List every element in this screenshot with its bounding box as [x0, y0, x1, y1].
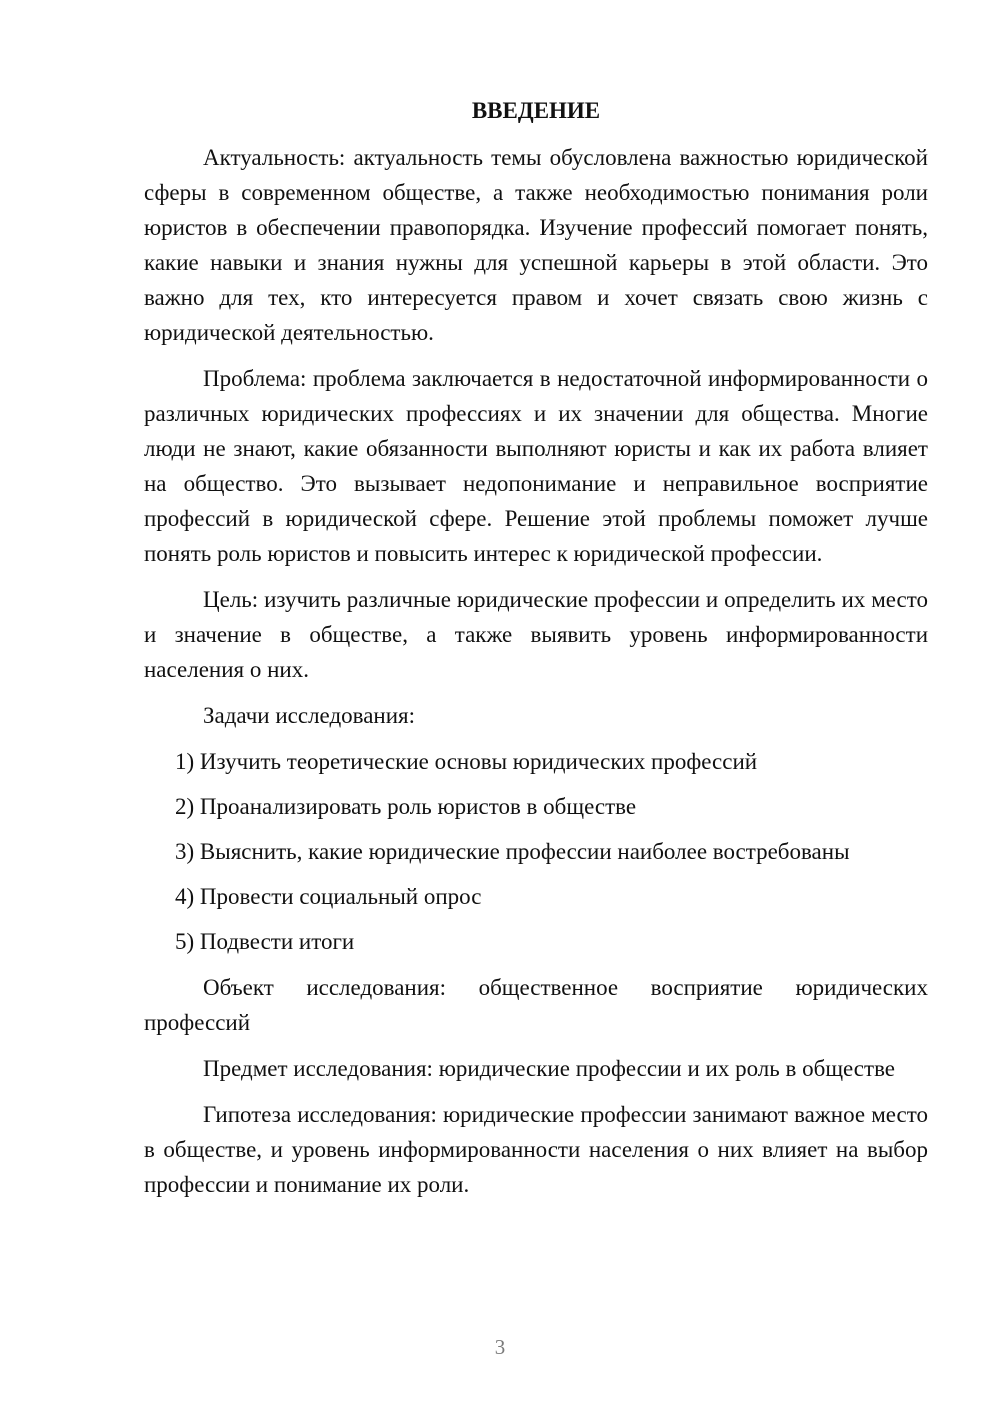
paragraph-subject: Предмет исследования: юридические профессии и их роль в обществе: [203, 1056, 895, 1081]
paragraph-relevance: Актуальность: актуальность темы обусловлена важностью юридической сферы в современном обществе, а также необходимостью понимания роли юристов в обеспечении правопорядка. Изучение профессий помогает понять, какие навыки и знания нужны для успешной карьеры в этой области. Это важно для тех, кто интересуется правом и хочет связать свою жизнь с юридической деятельностью.: [144, 145, 928, 345]
list-item: 3) Выяснить, какие юридические профессии наиболее востребованы: [175, 839, 850, 864]
tasks-list: [144, 744, 928, 959]
list-item: 4) Провести социальный опрос: [175, 884, 482, 909]
document-page: [144, 96, 928, 1213]
paragraph-hypothesis: Гипотеза исследования: юридические профессии занимают важное место в обществе, и уровень информированности населения о них влияет на выбор профессии и понимание их роли.: [144, 1102, 928, 1197]
page-number: 3: [494, 1335, 506, 1359]
paragraph-object: Объект исследования: общественное восприятие юридических профессий: [144, 975, 928, 1035]
list-item: 1) Изучить теоретические основы юридических профессий: [175, 749, 758, 774]
list-item: 5) Подвести итоги: [175, 929, 355, 954]
paragraph-problem: Проблема: проблема заключается в недостаточной информированности о различных юридических профессиях и их значении для общества. Многие люди не знают, какие обязанности выполняют юристы и как их работа влияет на общество. Это вызывает недопонимание и неправильное восприятие профессий в юридической сфере. Решение этой проблемы поможет лучше понять роль юристов и повысить интерес к юридической профессии.: [144, 366, 928, 566]
tasks-label: Задачи исследования:: [203, 703, 416, 728]
list-item: 2) Проанализировать роль юристов в обществе: [175, 794, 637, 819]
page-title: ВВЕДЕНИЕ: [471, 98, 601, 123]
paragraph-goal: Цель: изучить различные юридические профессии и определить их место и значение в обществе, а также выявить уровень информированности населения о них.: [144, 587, 928, 682]
